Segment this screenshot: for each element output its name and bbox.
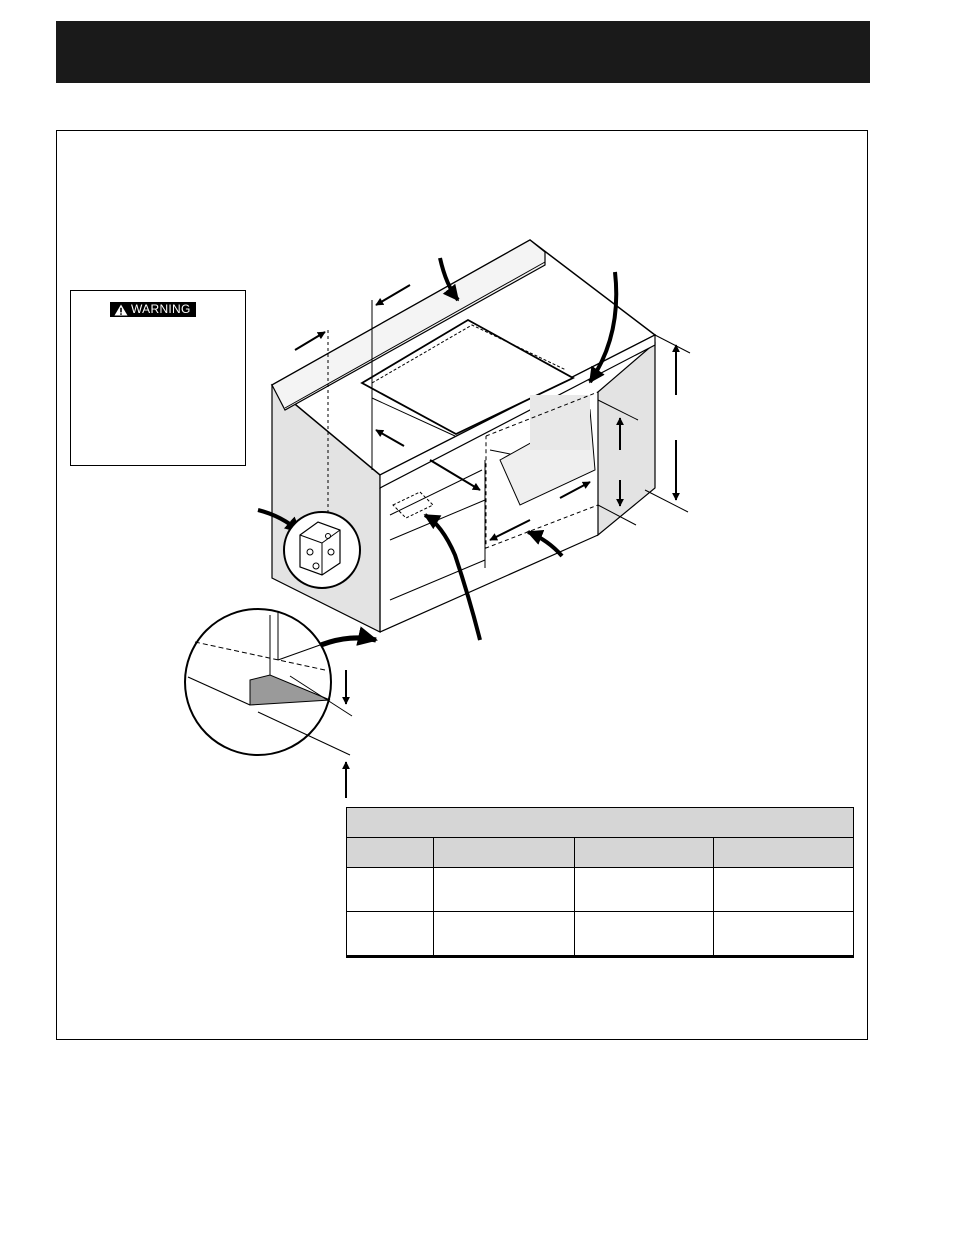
table-title — [347, 808, 854, 838]
table-cell — [434, 912, 575, 957]
table-header-cell — [714, 838, 854, 868]
table-row — [347, 912, 854, 957]
table-header-cell — [347, 838, 434, 868]
table-cell — [575, 912, 714, 957]
table-row — [347, 868, 854, 912]
table-title-row — [347, 808, 854, 838]
warning-box — [70, 290, 246, 466]
table-cell — [347, 912, 434, 957]
table-header-row — [347, 838, 854, 868]
dimension-table — [346, 807, 854, 958]
table-cell — [347, 868, 434, 912]
table-cell — [714, 912, 854, 957]
table-cell — [434, 868, 575, 912]
cabinet-right-side — [598, 343, 655, 535]
table-cell — [714, 868, 854, 912]
table-header-cell — [434, 838, 575, 868]
table-cell — [575, 868, 714, 912]
warning-badge — [110, 302, 196, 317]
junction-box-icon — [300, 522, 340, 575]
warning-triangle-icon — [114, 304, 128, 316]
table-header-cell — [575, 838, 714, 868]
warning-label: WARNING — [131, 302, 191, 316]
